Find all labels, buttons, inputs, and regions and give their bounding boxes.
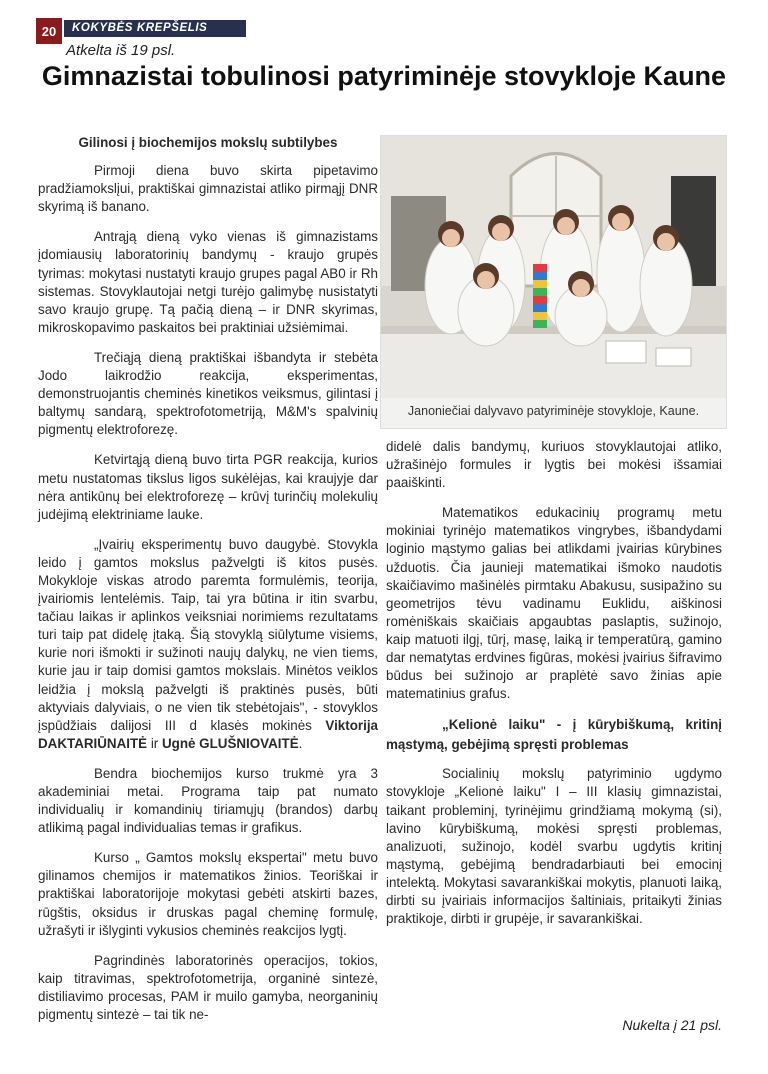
group-photo <box>381 136 726 398</box>
section-title: KOKYBĖS KREPŠELIS <box>64 20 246 37</box>
left-subheading: Gilinosi į biochemijos mokslų subtilybes <box>78 135 338 150</box>
left-column <box>38 134 378 1036</box>
paragraph: Ketvirtąją dieną buvo tirta PGR reakcija, kurios metu nustatomas tikslus ligos sukėlėjas, kai kraujyje dar nėra antikūnų bei elektroforezę – krūvį turinčių molekulių judėjimą elektriniame lauke. <box>38 452 378 522</box>
paragraph: Antrąją dieną vyko vienas iš gimnazistams įdomiausių laboratorinių bandymų - kraujo grupės tyrimas: mokytasi nustatyti kraujo grupes pagal AB0 ir Rh sistemas. Stovyklautojai netgi turėjo galimybę nusistatyti savo kraujo grupę. Tą pačią dieną – ir DNR skyrimas, mikroskopavimo paskaitos bei praktiniai užsiėmimai. <box>38 229 378 335</box>
paragraph: Pagrindinės laboratorinės operacijos, tokios, kaip titravimas, spektrofotometrija, organinė sintezė, distiliavimo procesas, PAM ir muilo gamyba, neorganinių pigmentų sintezė – tai tik ne- <box>38 952 378 1023</box>
right-subheading: „Kelionė laiku" - į kūrybiškumą, kritinį mąstymą, gebėjimą spręsti problemas <box>386 717 722 753</box>
right-column <box>386 438 722 940</box>
quote-conjunction: ir <box>147 735 162 751</box>
article-title: Gimnazistai tobulinosi patyriminėje stovykloje Kaune <box>41 61 727 91</box>
paragraph: didelė dalis bandymų, kuriuos stovyklautojai atliko, užrašinėjo formules ir lygtis bei mokėsi išsamiai paaiškinti. <box>386 439 722 491</box>
paragraph: Socialinių mokslų patyriminio ugdymo stovykloje „Kelionė laiku" I – III klasių gimnazistai, taikant probleminį, tyrinėjimu grindžiamą mokymą (si), lavino kūrybiškumą, mokėsi spręsti problemas, analizuoti, sužinojo, kodėl svarbu ugdytis kritinį mąstymą, gebėjimą bendradarbiauti bei emocinį intelektą. Mokytasi savarankiškai mokytis, planuoti laiką, dirbti su įvairiais informacijos šaltiniais, pritaikyti žinias praktikoje, dirbti ir grupėje, ir savarankiškai. <box>386 766 722 927</box>
continued-to-note: Nukelta į 21 psl. <box>622 1017 722 1033</box>
quote-end: . <box>298 735 303 751</box>
photo-figure <box>380 135 727 429</box>
paragraph: Trečiąją dieną praktiškai išbandyta ir stebėta Jodo laikrodžio reakcija, eksperimentas, demonstruojantis cheminės kinetikos veiksmus, gilintasi į baltymų sandarą, spektrofotometriją, M&M's spalvinių pigmentų elektroforezę. <box>38 349 378 438</box>
student-name: Viktorija DAKTARIŪNAITĖ <box>38 717 378 751</box>
paragraph: Pirmoji diena buvo skirta pipetavimo pradžiamokslįui, praktiškai gimnazistai atliko pirmąjį DNR skyrimą iš banano. <box>38 163 378 215</box>
photo-illustration <box>381 136 726 398</box>
continued-from-note: Atkelta iš 19 psl. <box>66 42 176 59</box>
paragraph: Bendra biochemijos kurso trukmė yra 3 akademiniai metai. Programa taip pat numato individualių ir komandinių tiriamųjų (brandos) darbų atlikimą pagal individualias temas ir grafikus. <box>38 765 378 836</box>
photo-caption: Janoniečiai dalyvavo patyriminėje stovykloje, Kaune. <box>407 404 700 418</box>
quote-text: „Įvairių eksperimentų buvo daugybė. Stovykla leido į gamtos mokslus pažvelgti iš kitos pusės. Mokykloje viskas atrodo paremta formulėmis, teorija, įvairiomis lentelėmis. Taip, tai yra būtina ir itin svarbu, tačiau laikas ir aplinkos veiksniai norimiems rezultatams turi taip pat didelę įtaką. Šią stovyklą siūlytume visiems, kurie nori išmokti ir sužinoti naujų dalykų, ne vien tiems, kurie jau ir taip domisi gamtos mokslais. Minėtos veiklos leidžia į mokslą pažvelgti iš praktinės pusės, būti aktyviais dalyviais, o ne vien tik stebėtojais", - stovyklos įspūdžiais dalijosi III d klasės mokinės <box>38 536 378 733</box>
paragraph: Kurso „ Gamtos mokslų ekspertai" metu buvo gilinamos chemijos ir matematikos žinios. Teoriškai ir praktiškai laboratorijoje mokytasi gebėti atskirti bazes, rūgštis, oksidus ir druskas pagal cheminę formulę, užrašyti ir išlyginti vykusios cheminės reakcijos lygtį. <box>38 850 378 938</box>
paragraph: Matematikos edukacinių programų metu mokiniai tyrinėjo matematikos vingrybes, išbandydami loginio mąstymo galias bei atlikdami įvairias kūrybines užduotis. Čia jaunieji matematikai išmoko naudotis skaičiavimo mašinėlės pirmtaku Abakusu, susipažino su geometrijos tėvu vadinamu Euklidu, aiškinosi romėniškais skaičiais apgaubtas paslaptis, sužinojo, kaip matuoti ilgį, tūrį, masę, laiką ir temperatūrą, gamino dar nematytas erdvines figūras, mokėsi įvairius šifravimo būdus bei sužinojo ar praplėtė savo žinias apie matematinius grafus. <box>386 505 722 702</box>
page-number: 20 <box>36 18 62 44</box>
student-quote <box>38 536 378 753</box>
student-name: Ugnė GLUŠNIOVAITĖ <box>161 735 299 751</box>
